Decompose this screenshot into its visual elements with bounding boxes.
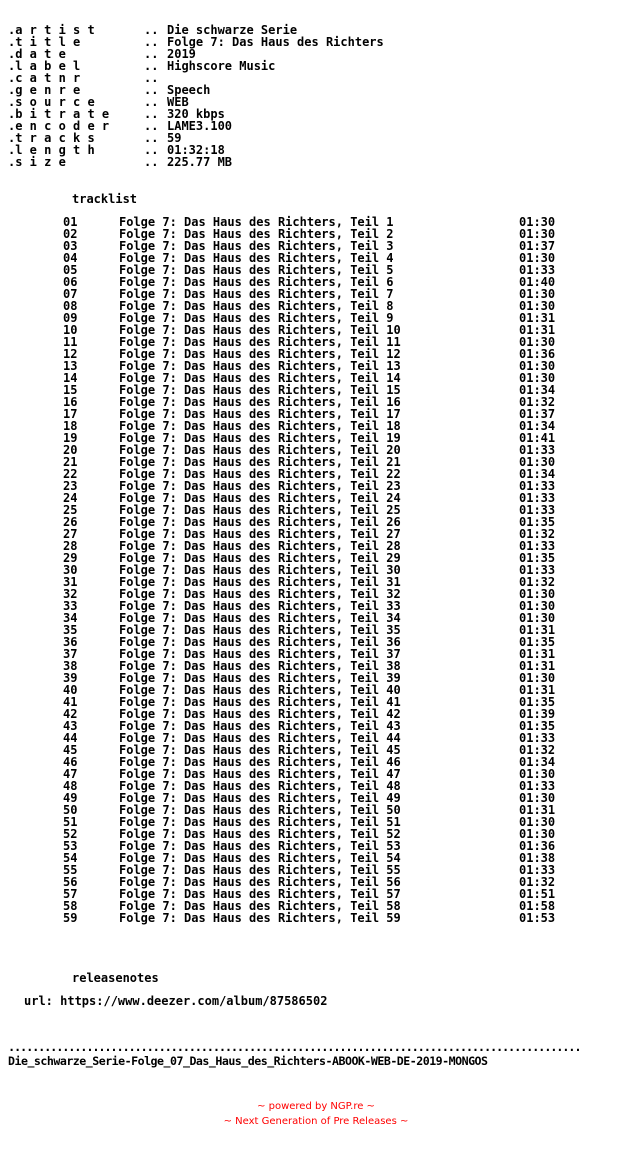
info-key: .l e n g t h — [8, 143, 95, 157]
track-title: Folge 7: Das Haus des Richters, Teil 35 — [119, 623, 401, 637]
track-title: Folge 7: Das Haus des Richters, Teil 55 — [119, 863, 401, 877]
track-title: Folge 7: Das Haus des Richters, Teil 32 — [119, 587, 401, 601]
info-separator: .. — [144, 131, 159, 145]
track-number: 12 — [63, 347, 78, 361]
track-number: 35 — [63, 623, 78, 637]
tracklist-heading: tracklist — [72, 192, 138, 206]
release-name: Die_schwarze_Serie-Folge_07_Das_Haus_des_Richters-ABOOK-WEB-DE-2019-MONGOS — [8, 1054, 488, 1068]
track-duration: 01:33 — [519, 731, 556, 745]
info-separator: .. — [144, 95, 159, 109]
info-value: Speech — [167, 83, 211, 97]
track-title: Folge 7: Das Haus des Richters, Teil 30 — [119, 563, 401, 577]
track-title: Folge 7: Das Haus des Richters, Teil 31 — [119, 575, 401, 589]
footer-powered-by: ~ powered by NGP.re ~ — [257, 1101, 375, 1112]
track-number: 55 — [63, 863, 78, 877]
track-number: 04 — [63, 251, 78, 265]
track-number: 17 — [63, 407, 78, 421]
track-title: Folge 7: Das Haus des Richters, Teil 58 — [119, 899, 401, 913]
track-duration: 01:31 — [519, 311, 556, 325]
track-duration: 01:30 — [519, 455, 556, 469]
track-number: 25 — [63, 503, 78, 517]
info-key: .t r a c k s — [8, 131, 95, 145]
track-duration: 01:36 — [519, 347, 556, 361]
track-duration: 01:30 — [519, 359, 556, 373]
track-title: Folge 7: Das Haus des Richters, Teil 23 — [119, 479, 401, 493]
track-title: Folge 7: Das Haus des Richters, Teil 53 — [119, 839, 401, 853]
info-key: .l a b e l — [8, 59, 81, 73]
track-duration: 01:32 — [519, 395, 556, 409]
track-number: 15 — [63, 383, 78, 397]
track-title: Folge 7: Das Haus des Richters, Teil 41 — [119, 695, 401, 709]
track-duration: 01:30 — [519, 299, 556, 313]
track-duration: 01:33 — [519, 779, 556, 793]
track-title: Folge 7: Das Haus des Richters, Teil 47 — [119, 767, 401, 781]
track-number: 27 — [63, 527, 78, 541]
info-value: 320 kbps — [167, 107, 225, 121]
track-duration: 01:30 — [519, 827, 556, 841]
info-separator: .. — [144, 59, 159, 73]
track-duration: 01:34 — [519, 419, 556, 433]
info-separator: .. — [144, 71, 159, 85]
track-number: 49 — [63, 791, 78, 805]
track-title: Folge 7: Das Haus des Richters, Teil 4 — [119, 251, 394, 265]
track-title: Folge 7: Das Haus des Richters, Teil 49 — [119, 791, 401, 805]
track-title: Folge 7: Das Haus des Richters, Teil 59 — [119, 911, 401, 925]
track-number: 39 — [63, 671, 78, 685]
track-number: 51 — [63, 815, 78, 829]
track-number: 44 — [63, 731, 78, 745]
track-duration: 01:30 — [519, 587, 556, 601]
info-key: .e n c o d e r — [8, 119, 110, 133]
track-number: 30 — [63, 563, 78, 577]
track-number: 13 — [63, 359, 78, 373]
track-number: 42 — [63, 707, 78, 721]
track-duration: 01:35 — [519, 515, 556, 529]
track-duration: 01:33 — [519, 443, 556, 457]
track-number: 22 — [63, 467, 78, 481]
track-title: Folge 7: Das Haus des Richters, Teil 12 — [119, 347, 401, 361]
track-number: 02 — [63, 227, 78, 241]
track-duration: 01:32 — [519, 743, 556, 757]
track-number: 08 — [63, 299, 78, 313]
track-duration: 01:30 — [519, 215, 556, 229]
track-title: Folge 7: Das Haus des Richters, Teil 54 — [119, 851, 401, 865]
track-title: Folge 7: Das Haus des Richters, Teil 18 — [119, 419, 401, 433]
track-title: Folge 7: Das Haus des Richters, Teil 27 — [119, 527, 401, 541]
track-duration: 01:30 — [519, 227, 556, 241]
track-title: Folge 7: Das Haus des Richters, Teil 28 — [119, 539, 401, 553]
track-number: 52 — [63, 827, 78, 841]
track-duration: 01:33 — [519, 479, 556, 493]
track-duration: 01:30 — [519, 251, 556, 265]
track-title: Folge 7: Das Haus des Richters, Teil 34 — [119, 611, 401, 625]
track-duration: 01:37 — [519, 407, 556, 421]
track-duration: 01:30 — [519, 611, 556, 625]
track-title: Folge 7: Das Haus des Richters, Teil 42 — [119, 707, 401, 721]
track-number: 46 — [63, 755, 78, 769]
track-title: Folge 7: Das Haus des Richters, Teil 56 — [119, 875, 401, 889]
track-title: Folge 7: Das Haus des Richters, Teil 37 — [119, 647, 401, 661]
track-number: 10 — [63, 323, 78, 337]
track-number: 41 — [63, 695, 78, 709]
track-duration: 01:34 — [519, 383, 556, 397]
info-separator: .. — [144, 35, 159, 49]
track-duration: 01:35 — [519, 635, 556, 649]
track-title: Folge 7: Das Haus des Richters, Teil 14 — [119, 371, 401, 385]
track-number: 14 — [63, 371, 78, 385]
track-duration: 01:32 — [519, 875, 556, 889]
info-separator: .. — [144, 143, 159, 157]
track-title: Folge 7: Das Haus des Richters, Teil 16 — [119, 395, 401, 409]
track-title: Folge 7: Das Haus des Richters, Teil 36 — [119, 635, 401, 649]
track-duration: 01:38 — [519, 851, 556, 865]
track-duration: 01:33 — [519, 491, 556, 505]
track-duration: 01:53 — [519, 911, 556, 925]
info-key: .s i z e — [8, 155, 66, 169]
track-number: 43 — [63, 719, 78, 733]
track-duration: 01:34 — [519, 755, 556, 769]
track-title: Folge 7: Das Haus des Richters, Teil 24 — [119, 491, 401, 505]
track-number: 29 — [63, 551, 78, 565]
dotted-separator: ............................................................................................... — [8, 1044, 581, 1052]
track-number: 47 — [63, 767, 78, 781]
track-duration: 01:37 — [519, 239, 556, 253]
track-number: 24 — [63, 491, 78, 505]
track-duration: 01:30 — [519, 671, 556, 685]
track-number: 31 — [63, 575, 78, 589]
track-number: 57 — [63, 887, 78, 901]
track-number: 53 — [63, 839, 78, 853]
track-duration: 01:35 — [519, 551, 556, 565]
track-number: 16 — [63, 395, 78, 409]
track-number: 01 — [63, 215, 78, 229]
track-number: 32 — [63, 587, 78, 601]
track-number: 36 — [63, 635, 78, 649]
track-title: Folge 7: Das Haus des Richters, Teil 19 — [119, 431, 401, 445]
info-value: LAME3.100 — [167, 119, 233, 133]
footer-tagline: ~ Next Generation of Pre Releases ~ — [223, 1116, 409, 1127]
track-title: Folge 7: Das Haus des Richters, Teil 5 — [119, 263, 394, 277]
info-value: 59 — [167, 131, 182, 145]
track-number: 48 — [63, 779, 78, 793]
info-separator: .. — [144, 155, 159, 169]
track-title: Folge 7: Das Haus des Richters, Teil 15 — [119, 383, 401, 397]
track-duration: 01:35 — [519, 695, 556, 709]
track-title: Folge 7: Das Haus des Richters, Teil 52 — [119, 827, 401, 841]
track-number: 03 — [63, 239, 78, 253]
track-title: Folge 7: Das Haus des Richters, Teil 33 — [119, 599, 401, 613]
track-title: Folge 7: Das Haus des Richters, Teil 29 — [119, 551, 401, 565]
track-duration: 01:32 — [519, 527, 556, 541]
track-duration: 01:31 — [519, 803, 556, 817]
track-duration: 01:41 — [519, 431, 556, 445]
track-duration: 01:58 — [519, 899, 556, 913]
track-title: Folge 7: Das Haus des Richters, Teil 6 — [119, 275, 394, 289]
track-number: 34 — [63, 611, 78, 625]
info-key: .d a t e — [8, 47, 66, 61]
info-separator: .. — [144, 23, 159, 37]
track-duration: 01:33 — [519, 863, 556, 877]
info-value: WEB — [167, 95, 189, 109]
track-number: 09 — [63, 311, 78, 325]
info-key: .g e n r e — [8, 83, 81, 97]
track-duration: 01:30 — [519, 287, 556, 301]
track-number: 37 — [63, 647, 78, 661]
track-title: Folge 7: Das Haus des Richters, Teil 44 — [119, 731, 401, 745]
track-title: Folge 7: Das Haus des Richters, Teil 7 — [119, 287, 394, 301]
track-title: Folge 7: Das Haus des Richters, Teil 46 — [119, 755, 401, 769]
track-duration: 01:33 — [519, 563, 556, 577]
track-title: Folge 7: Das Haus des Richters, Teil 20 — [119, 443, 401, 457]
track-duration: 01:30 — [519, 815, 556, 829]
releasenotes-heading: releasenotes — [72, 971, 159, 985]
track-duration: 01:30 — [519, 335, 556, 349]
track-number: 54 — [63, 851, 78, 865]
track-number: 45 — [63, 743, 78, 757]
track-title: Folge 7: Das Haus des Richters, Teil 57 — [119, 887, 401, 901]
track-duration: 01:30 — [519, 767, 556, 781]
track-number: 11 — [63, 335, 78, 349]
track-duration: 01:34 — [519, 467, 556, 481]
track-title: Folge 7: Das Haus des Richters, Teil 38 — [119, 659, 401, 673]
track-duration: 01:31 — [519, 323, 556, 337]
track-title: Folge 7: Das Haus des Richters, Teil 9 — [119, 311, 394, 325]
track-number: 28 — [63, 539, 78, 553]
info-value: Die schwarze Serie — [167, 23, 298, 37]
info-separator: .. — [144, 119, 159, 133]
track-duration: 01:30 — [519, 599, 556, 613]
track-number: 23 — [63, 479, 78, 493]
track-title: Folge 7: Das Haus des Richters, Teil 2 — [119, 227, 394, 241]
info-key: .s o u r c e — [8, 95, 95, 109]
track-number: 20 — [63, 443, 78, 457]
track-number: 40 — [63, 683, 78, 697]
track-duration: 01:33 — [519, 263, 556, 277]
track-title: Folge 7: Das Haus des Richters, Teil 51 — [119, 815, 401, 829]
info-separator: .. — [144, 47, 159, 61]
track-duration: 01:33 — [519, 539, 556, 553]
track-title: Folge 7: Das Haus des Richters, Teil 25 — [119, 503, 401, 517]
track-number: 06 — [63, 275, 78, 289]
track-number: 18 — [63, 419, 78, 433]
track-title: Folge 7: Das Haus des Richters, Teil 13 — [119, 359, 401, 373]
track-number: 50 — [63, 803, 78, 817]
track-duration: 01:32 — [519, 575, 556, 589]
track-title: Folge 7: Das Haus des Richters, Teil 39 — [119, 671, 401, 685]
track-title: Folge 7: Das Haus des Richters, Teil 45 — [119, 743, 401, 757]
track-number: 59 — [63, 911, 78, 925]
info-key: .c a t n r — [8, 71, 81, 85]
track-title: Folge 7: Das Haus des Richters, Teil 48 — [119, 779, 401, 793]
info-value: 225.77 MB — [167, 155, 233, 169]
album-url: url: https://www.deezer.com/album/87586502 — [24, 994, 328, 1008]
track-duration: 01:36 — [519, 839, 556, 853]
track-duration: 01:33 — [519, 503, 556, 517]
track-number: 21 — [63, 455, 78, 469]
track-duration: 01:30 — [519, 371, 556, 385]
track-number: 33 — [63, 599, 78, 613]
info-value: Highscore Music — [167, 59, 276, 73]
track-title: Folge 7: Das Haus des Richters, Teil 22 — [119, 467, 401, 481]
info-value: Folge 7: Das Haus des Richters — [167, 35, 384, 49]
info-key: .a r t i s t — [8, 23, 95, 37]
track-duration: 01:31 — [519, 647, 556, 661]
track-title: Folge 7: Das Haus des Richters, Teil 1 — [119, 215, 394, 229]
track-title: Folge 7: Das Haus des Richters, Teil 26 — [119, 515, 401, 529]
track-duration: 01:40 — [519, 275, 556, 289]
info-value: 2019 — [167, 47, 196, 61]
track-title: Folge 7: Das Haus des Richters, Teil 8 — [119, 299, 394, 313]
track-title: Folge 7: Das Haus des Richters, Teil 11 — [119, 335, 401, 349]
track-number: 58 — [63, 899, 78, 913]
info-separator: .. — [144, 107, 159, 121]
info-key: .b i t r a t e — [8, 107, 110, 121]
info-separator: .. — [144, 83, 159, 97]
track-number: 38 — [63, 659, 78, 673]
info-value: 01:32:18 — [167, 143, 225, 157]
track-number: 05 — [63, 263, 78, 277]
track-title: Folge 7: Das Haus des Richters, Teil 3 — [119, 239, 394, 253]
track-title: Folge 7: Das Haus des Richters, Teil 40 — [119, 683, 401, 697]
track-number: 56 — [63, 875, 78, 889]
track-duration: 01:31 — [519, 683, 556, 697]
info-key: .t i t l e — [8, 35, 81, 49]
track-duration: 01:31 — [519, 659, 556, 673]
track-title: Folge 7: Das Haus des Richters, Teil 10 — [119, 323, 401, 337]
track-number: 26 — [63, 515, 78, 529]
track-duration: 01:35 — [519, 719, 556, 733]
track-title: Folge 7: Das Haus des Richters, Teil 50 — [119, 803, 401, 817]
track-title: Folge 7: Das Haus des Richters, Teil 43 — [119, 719, 401, 733]
track-title: Folge 7: Das Haus des Richters, Teil 17 — [119, 407, 401, 421]
track-number: 07 — [63, 287, 78, 301]
track-title: Folge 7: Das Haus des Richters, Teil 21 — [119, 455, 401, 469]
track-number: 19 — [63, 431, 78, 445]
track-duration: 01:39 — [519, 707, 556, 721]
track-duration: 01:31 — [519, 623, 556, 637]
track-duration: 01:51 — [519, 887, 556, 901]
track-duration: 01:30 — [519, 791, 556, 805]
